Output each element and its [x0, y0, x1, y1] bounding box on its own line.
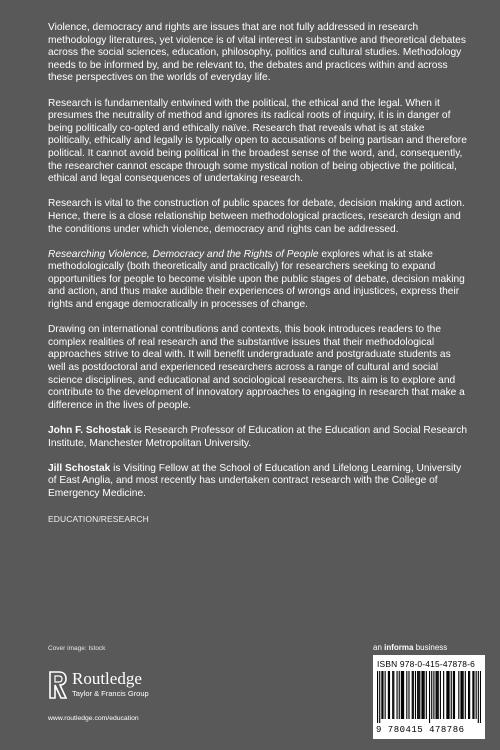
barcode-bar [476, 671, 477, 719]
publisher-name: Routledge [72, 669, 142, 688]
barcode-bar [413, 671, 414, 719]
barcode-panel [373, 655, 485, 739]
barcode-bar [408, 671, 409, 719]
barcode-bar [468, 671, 469, 719]
barcode-bar [462, 671, 463, 719]
author-bio-1-text: is Research Professor of Education at the Education and Social Research Institute, Manchester Metropolitan University. [48, 425, 468, 449]
blurb-paragraph-5: Drawing on international contributions and contexts, this book introduces readers to the complex realities of real research and the substantive issues that their methodological approaches strive to deal with. It will benefit undergraduate and postgraduate students as well as postdoctoral and experienced researchers across a range of cultural and social science disciplines, and educational and sociological researchers. Its aim is to explore and contribute to the development of innovatory approaches to engaging in research that make a difference in the lives of people. [48, 324, 465, 411]
barcode-bar [429, 671, 430, 723]
barcode-bar [458, 671, 459, 719]
barcode-bar [412, 671, 413, 719]
barcode-bar [472, 671, 473, 719]
barcode-bar [436, 671, 437, 719]
isbn-label: ISBN 978-0-415-47878-6 [377, 659, 475, 669]
barcode-bar [393, 671, 394, 719]
barcode-bar [377, 671, 378, 723]
cover-image-credit: Cover image: Istock [48, 645, 106, 652]
barcode-bar [473, 671, 474, 719]
barcode-bar [463, 671, 464, 719]
informa-prefix: an [373, 643, 385, 652]
barcode-bar [385, 671, 386, 719]
barcode-bar [406, 671, 407, 719]
barcode-bar [424, 671, 425, 719]
blurb-paragraph-4-text: explores what is at stake methodologically (both theoretically and practically) for researchers seeking to expand opportunities for people to become visible upon the public stages of debate, decision making and action, and thus make audible their experiences of wrongs and injustices, express their rights and engage democratically in processes of change. [48, 248, 465, 311]
author-name-2: Jill Schostak [48, 462, 111, 474]
barcode-bar [397, 671, 398, 719]
barcode-bar [453, 671, 454, 719]
barcode-bar [418, 671, 419, 719]
barcode-bar [403, 671, 404, 719]
barcode-bar [415, 671, 416, 719]
barcode-bar [478, 671, 479, 723]
barcode-bar [451, 671, 452, 719]
barcode-bar [389, 671, 390, 719]
barcode-bar [401, 671, 402, 719]
blurb-paragraph-2: Research is fundamentally entwined with the political, the ethical and the legal. When it presumes the neutrality of method and ignores its radical roots of inquiry, it is in danger of being politically co-opted and ethically naïve. Research that reveals what is at stake politically, ethically and legally is typically open to accusations of being partisan and therefore political. It cannot avoid being political in the broadest sense of the word, and, consequently, the researcher cannot escape through some mystical notion of being objective the political, ethical and legal consequences of undertaking research. [48, 97, 467, 185]
barcode-bar [454, 671, 455, 719]
barcode-bar [388, 671, 389, 719]
barcode-bar [381, 671, 382, 719]
barcode-bar [417, 671, 418, 719]
barcode-bar [392, 671, 393, 719]
barcode-image [377, 671, 481, 723]
barcode-bar [437, 671, 438, 719]
informa-brand: informa [384, 643, 414, 652]
subject-category: EDUCATION/RESEARCH [48, 514, 149, 525]
barcode-bar [465, 671, 466, 719]
author-name-1: John F. Schostak [48, 425, 132, 436]
barcode-bar [433, 671, 434, 719]
author-bio-1 [48, 425, 468, 450]
blurb [48, 22, 468, 538]
barcode-bar [382, 671, 383, 719]
author-bio-2 [48, 463, 468, 501]
barcode-bar [426, 671, 427, 719]
barcode-bar [447, 671, 448, 719]
publisher-website: www.routledge.com/education [48, 715, 139, 722]
author-bio-2-text: is Visiting Fellow at the School of Education and Lifelong Learning, University of East Anglia, and most recently has undertaken contract research with the College of Emergency Medicine. [48, 462, 462, 499]
barcode-bar [449, 671, 450, 719]
barcode-bar [480, 671, 481, 723]
barcode-bar [431, 671, 432, 719]
barcode-digits: 9 780415 478786 [376, 725, 465, 735]
barcode-bar [419, 671, 420, 719]
barcode-bar [446, 671, 447, 719]
barcode-bar [440, 671, 441, 719]
barcode-bar [438, 671, 439, 719]
book-title: Researching Violence, Democracy and the Rights of People [48, 248, 319, 260]
barcode-bar [469, 671, 470, 719]
barcode-bar [460, 671, 461, 719]
informa-suffix: business [413, 643, 448, 652]
routledge-logo-icon [48, 670, 68, 700]
barcode-bar [443, 671, 444, 719]
barcode-bar [379, 671, 380, 723]
blurb-paragraph-4 [48, 249, 468, 312]
barcode-bar [421, 671, 422, 719]
barcode-bar [423, 671, 424, 719]
publisher-logo [48, 668, 208, 708]
informa-tagline [373, 643, 447, 652]
barcode-bar [402, 671, 403, 719]
blurb-paragraph-3: Research is vital to the construction of public spaces for debate, decision making and action. Hence, there is a close relationship between methodological practices, research design and the conditions under which violence, democracy and rights can be addressed. [48, 198, 465, 235]
barcode-bar [399, 671, 400, 719]
publisher-group: Taylor & Francis Group [72, 689, 149, 698]
blurb-paragraph-1: Violence, democracy and rights are issues that are not fully addressed in research methodology literatures, yet violence is of vital interest in substantive and theoretical debates across the social sciences, education, philosophy, politics and cultural studies. Methodology needs to be informed by, and be relevant to, the debates and practices within and across these perspectives on the worlds of everyday life. [48, 22, 466, 84]
